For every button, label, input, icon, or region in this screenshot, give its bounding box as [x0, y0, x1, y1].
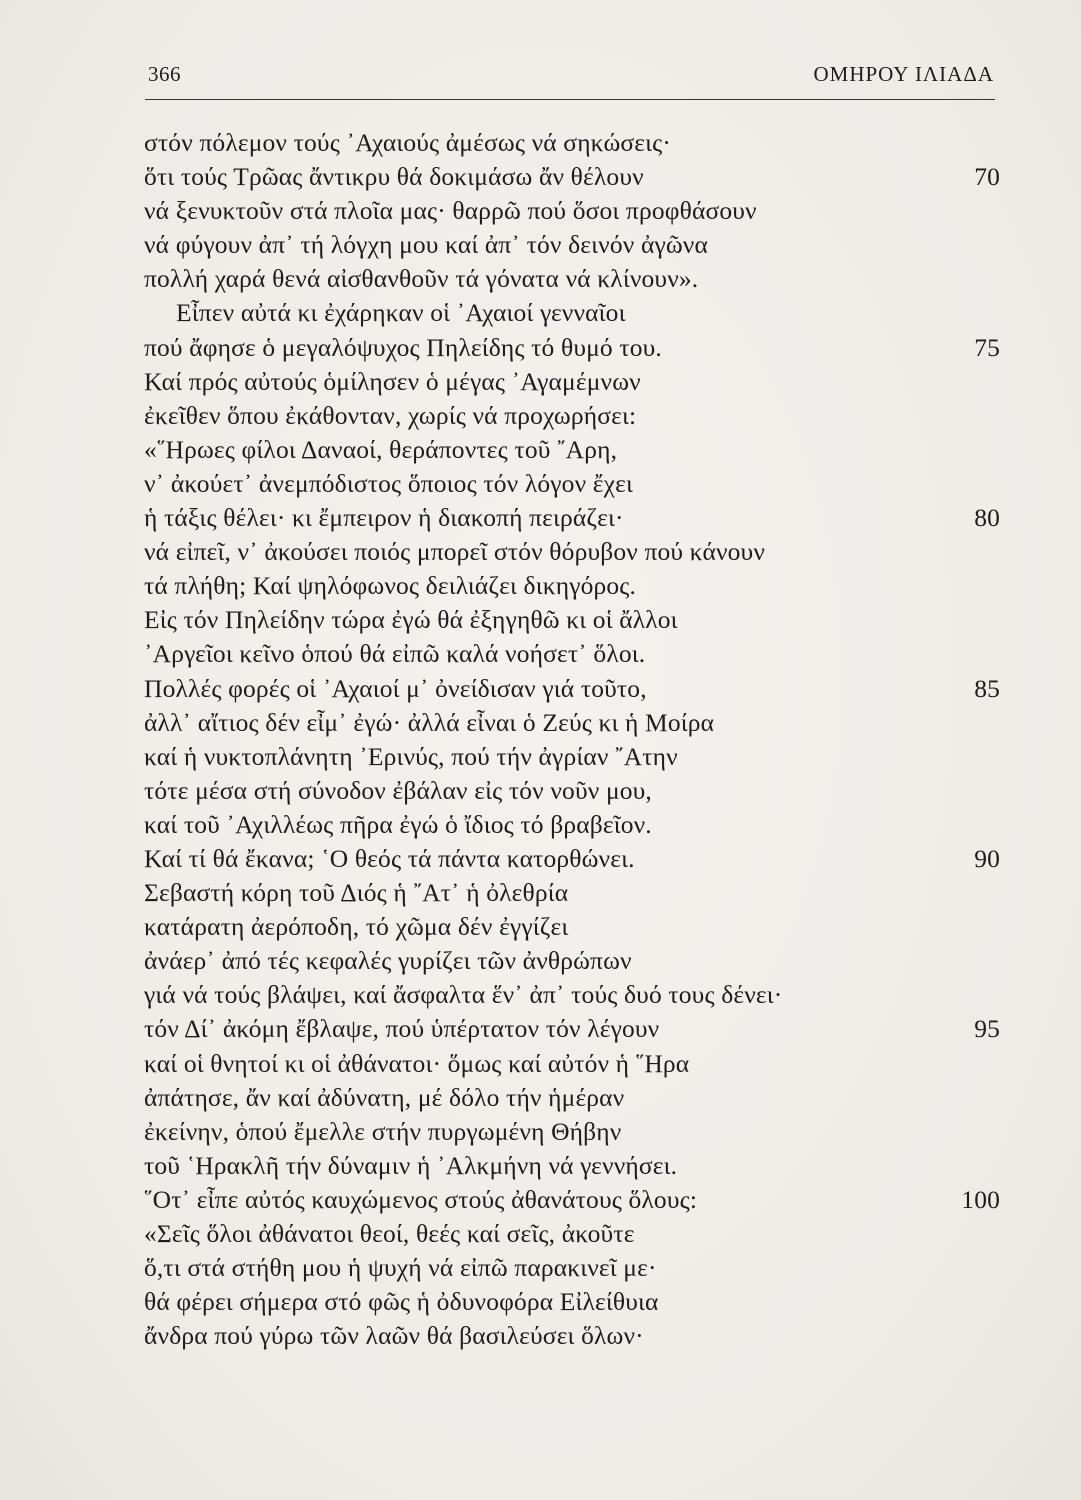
verse-line — [120, 1012, 1000, 1046]
page-number: 366 — [148, 62, 181, 86]
verse-line-text: τοῦ ῾Ηρακλῆ τήν δύναμιν ἡ ᾿Αλκμήνη νά γεννήσει. — [144, 1150, 678, 1180]
verse-line-text: τά πλήθη; Καί ψηλόφωνος δειλιάζει δικηγόρος. — [144, 571, 637, 601]
verse-line — [120, 126, 1000, 160]
verse-line — [120, 842, 1000, 876]
verse-line-text: ν᾿ ἀκούετ᾿ ἀνεμπόδιστος ὅποιος τόν λόγον ἔχει — [144, 468, 633, 498]
verse-line-text: Καί πρός αὐτούς ὁμίλησεν ὁ μέγας ᾿Αγαμέμνων — [144, 366, 641, 396]
verse-line-text: κατάρατη ἀερόποδη, τό χῶμα δέν ἐγγίζει — [144, 912, 569, 942]
verse-line-text: ὅ,τι στά στήθη μου ἡ ψυχή νά εἰπῶ παρακινεῖ με· — [144, 1253, 657, 1283]
verse-line-text: ᾿Αργεῖοι κεῖνο ὁπού θά εἰπῶ καλά νοήσετ᾿ ὅλοι. — [144, 639, 646, 669]
verse-line — [120, 603, 1000, 637]
verse-line-text: «Σεῖς ὅλοι ἀθάνατοι θεοί, θεές καί σεῖς, ἀκοῦτε — [144, 1219, 635, 1248]
running-title: ΟΜΗΡΟΥ ΙΛΙΑΔΑ — [813, 62, 994, 86]
verse-line — [120, 1149, 1000, 1183]
verse-line — [120, 1251, 1000, 1285]
verse-line-text: πολλή χαρά θενά αἰσθανθοῦν τά γόνατα νά κλίνουν». — [144, 264, 699, 294]
verse-line-text: ἀλλ᾿ αἴτιος δέν εἶμ᾿ ἐγώ· ἀλλά εἶναι ὁ Ζεύς κι ἡ Μοίρα — [144, 707, 715, 737]
verse-line — [120, 944, 1000, 978]
verse-line-text: Πολλές φορές οἱ ᾿Αχαιοί μ᾿ ὀνείδισαν γιά τοῦτο, — [144, 673, 647, 703]
verse-line-text: νά ξενυκτοῦν στά πλοῖα μας· θαρρῶ πού ὅσοι προφθάσουν — [144, 196, 757, 226]
verse-line-text: καί ἡ νυκτοπλάνητη ᾿Ερινύς, πού τήν ἀγρίαν ῎Ατην — [144, 741, 678, 771]
verse-line-text: ἀπάτησε, ἄν καί ἀδύνατη, μέ δόλο τήν ἡμέραν — [144, 1082, 625, 1112]
verse-line — [120, 1183, 1000, 1217]
verse-line-text: Εἶπεν αὐτά κι ἐχάρηκαν οἱ ᾿Αχαιοί γενναῖοι — [176, 298, 626, 328]
verse-line — [120, 740, 1000, 774]
verse-line — [120, 194, 1000, 228]
line-number: 100 — [961, 1184, 1000, 1214]
line-number: 75 — [974, 332, 1000, 362]
verse-line-text: ἐκείνην, ὁπού ἔμελλε στήν πυργωμένη Θήβην — [144, 1116, 622, 1146]
verse-line — [120, 501, 1000, 535]
verse-line — [120, 535, 1000, 569]
line-number: 95 — [974, 1014, 1000, 1044]
verse-line — [120, 1319, 1000, 1353]
verse-line-text: Σεβαστή κόρη τοῦ Διός ἡ ῎Ατ᾿ ἡ ὀλεθρία — [144, 878, 569, 908]
verse-line — [120, 978, 1000, 1012]
verse-line — [120, 331, 1000, 365]
verse-line-text: ὅτι τούς Τρῶας ἄντικρυ θά δοκιμάσω ἄν θέλουν — [144, 162, 644, 192]
verse-line-text: «῞Ηρωες φίλοι Δαναοί, θεράποντες τοῦ ῎Αρη, — [144, 434, 618, 464]
verse-line — [120, 706, 1000, 740]
verse-line-text: νά φύγουν ἀπ᾿ τή λόγχη μου καί ἀπ᾿ τόν δεινόν ἀγῶνα — [144, 230, 708, 260]
verse-line — [120, 399, 1000, 433]
verse-line-text: πού ἄφησε ὁ μεγαλόψυχος Πηλείδης τό θυμό του. — [144, 332, 662, 362]
verse-line-text: ἄνδρα πού γύρω τῶν λαῶν θά βασιλεύσει ὅλων· — [144, 1321, 644, 1351]
verse-line — [120, 569, 1000, 603]
header-rule — [145, 99, 995, 100]
verse-line-text: καί οἱ θνητοί κι οἱ ἀθάνατοι· ὅμως καί αὐτόν ἡ ῞Ηρα — [144, 1048, 690, 1078]
verse-line-text: γιά νά τούς βλάψει, καί ἄσφαλτα ἕν᾿ ἀπ᾿ τούς δυό τους δένει· — [144, 980, 783, 1010]
verse-line — [120, 1081, 1000, 1115]
verse-line-text: ἐκεῖθεν ὅπου ἐκάθονταν, χωρίς νά προχωρήσει: — [144, 400, 637, 430]
verse-line-text: ἡ τάξις θέλει· κι ἔμπειρον ἡ διακοπή πειράζει· — [144, 503, 624, 533]
verse-text — [120, 126, 1000, 1353]
verse-line-text: τόν Δί᾿ ἀκόμη ἔβλαψε, πού ὑπέρτατον τόν λέγουν — [144, 1014, 660, 1044]
verse-line-text: νά εἰπεῖ, ν᾿ ἀκούσει ποιός μπορεῖ στόν θόρυβον πού κάνουν — [144, 537, 765, 567]
verse-line — [120, 228, 1000, 262]
verse-line — [120, 262, 1000, 296]
verse-line — [120, 296, 1000, 330]
page-header — [148, 62, 994, 92]
verse-line — [120, 637, 1000, 671]
verse-line — [120, 1115, 1000, 1149]
verse-line — [120, 910, 1000, 944]
verse-line — [120, 774, 1000, 808]
verse-line — [120, 672, 1000, 706]
line-number: 70 — [974, 162, 1000, 192]
verse-line — [120, 1285, 1000, 1319]
verse-line-text: Εἰς τόν Πηλείδην τώρα ἐγώ θά ἐξηγηθῶ κι οἱ ἄλλοι — [144, 605, 678, 635]
verse-line — [120, 808, 1000, 842]
verse-line-text: τότε μέσα στή σύνοδον ἐβάλαν εἰς τόν νοῦν μου, — [144, 775, 652, 805]
verse-line — [120, 433, 1000, 467]
line-number: 90 — [974, 843, 1000, 873]
verse-line-text: ἀνάερ᾿ ἀπό τές κεφαλές γυρίζει τῶν ἀνθρώπων — [144, 946, 632, 976]
line-number: 85 — [974, 673, 1000, 703]
verse-line-text: Καί τί θά ἔκανα; ῾Ο θεός τά πάντα κατορθώνει. — [144, 843, 635, 873]
verse-line — [120, 1217, 1000, 1251]
line-number: 80 — [974, 503, 1000, 533]
verse-line — [120, 1047, 1000, 1081]
verse-line-text: ῞Οτ᾿ εἶπε αὐτός καυχώμενος στούς ἀθανάτους ὅλους: — [144, 1184, 698, 1214]
verse-line — [120, 467, 1000, 501]
verse-line-text: στόν πόλεμον τούς ᾿Αχαιούς ἀμέσως νά σηκώσεις· — [144, 128, 672, 157]
verse-line — [120, 876, 1000, 910]
verse-line — [120, 160, 1000, 194]
verse-line-text: καί τοῦ ᾿Αχιλλέως πῆρα ἐγώ ὁ ἴδιος τό βραβεῖον. — [144, 809, 652, 839]
verse-line — [120, 365, 1000, 399]
verse-line-text: θά φέρει σήμερα στό φῶς ἡ ὀδυνοφόρα Εἰλείθυια — [144, 1287, 659, 1317]
